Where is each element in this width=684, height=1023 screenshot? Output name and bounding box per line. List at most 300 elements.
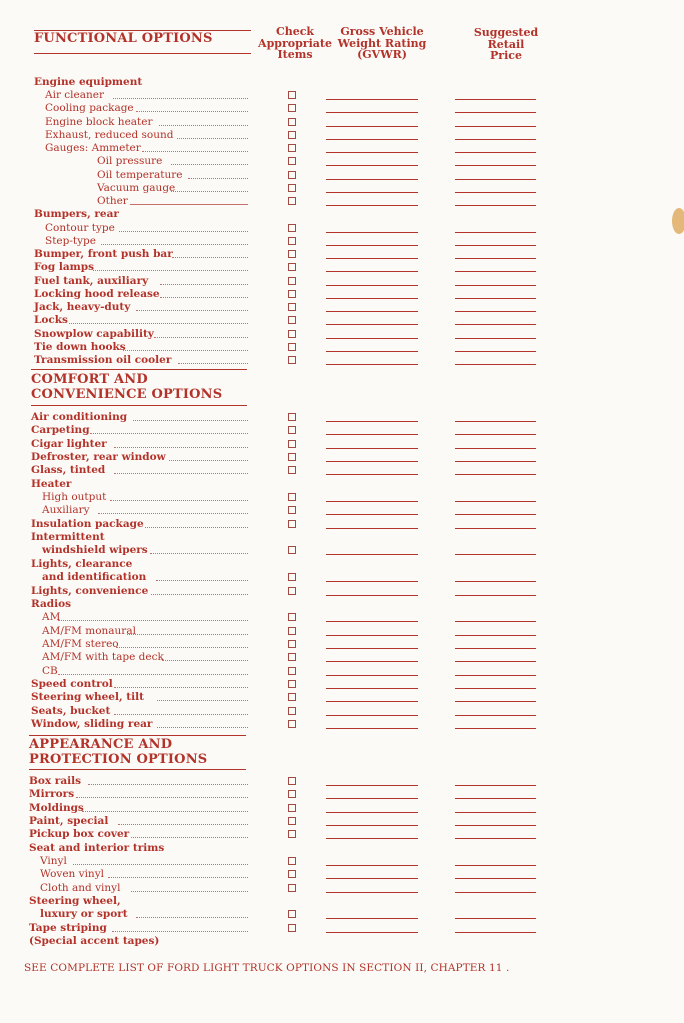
gvwr-entry-line[interactable]: [326, 245, 418, 246]
price-entry-line[interactable]: [455, 661, 536, 662]
option-row-jack-heavy-duty: [0, 301, 684, 314]
option-checkbox[interactable]: [288, 613, 296, 621]
option-checkbox[interactable]: [288, 413, 296, 421]
option-checkbox[interactable]: [288, 290, 296, 298]
price-entry-line[interactable]: [455, 785, 536, 786]
gvwr-entry-line[interactable]: [326, 152, 418, 153]
option-checkbox[interactable]: [288, 426, 296, 434]
option-checkbox[interactable]: [288, 870, 296, 878]
option-checkbox[interactable]: [288, 277, 296, 285]
option-checkbox[interactable]: [288, 157, 296, 165]
option-checkbox[interactable]: [288, 104, 296, 112]
option-row-glass-tinted: [0, 464, 684, 477]
leader-dots: [116, 647, 248, 648]
option-row-snowplow-capability: [0, 328, 684, 341]
price-entry-line[interactable]: [455, 152, 536, 153]
price-entry-line[interactable]: [455, 421, 536, 422]
option-row-cb: [0, 665, 684, 678]
price-entry-line[interactable]: [455, 271, 536, 272]
price-entry-line[interactable]: [455, 112, 536, 113]
leader-dots: [171, 191, 248, 192]
option-row-high-output: [0, 491, 684, 504]
gvwr-entry-line[interactable]: [326, 126, 418, 127]
option-row-transmission-oil-cooler: [0, 354, 684, 367]
option-label: Intermittent: [31, 531, 105, 544]
price-entry-line[interactable]: [455, 461, 536, 462]
gvwr-entry-line[interactable]: [326, 798, 418, 799]
option-checkbox[interactable]: [288, 924, 296, 932]
option-label: Exhaust, reduced sound: [45, 128, 174, 141]
option-row-am-fm-monaural: [0, 625, 684, 638]
option-checkbox[interactable]: [288, 680, 296, 688]
price-entry-line[interactable]: [455, 364, 536, 365]
option-checkbox[interactable]: [288, 667, 296, 675]
option-checkbox[interactable]: [288, 506, 296, 514]
price-entry-line[interactable]: [455, 474, 536, 475]
option-label: and identification: [42, 571, 147, 584]
gvwr-entry-line[interactable]: [326, 258, 418, 259]
option-label: AM: [42, 611, 61, 624]
leader-dots: [142, 151, 248, 152]
option-row-heater: [0, 478, 684, 491]
option-checkbox[interactable]: [288, 131, 296, 139]
option-checkbox[interactable]: [288, 790, 296, 798]
option-label: AM/FM stereo: [42, 637, 119, 650]
price-entry-line[interactable]: [455, 179, 536, 180]
option-row-carpeting: [0, 424, 684, 437]
option-checkbox[interactable]: [288, 693, 296, 701]
gvwr-entry-line[interactable]: [326, 179, 418, 180]
gvwr-entry-line[interactable]: [326, 434, 418, 435]
option-row-vacuum-gauge: [0, 182, 684, 195]
option-label: Fuel tank, auxiliary: [34, 274, 149, 287]
gvwr-entry-line[interactable]: [326, 715, 418, 716]
option-label: Fog lamps: [34, 261, 95, 274]
leader-dots: [162, 660, 248, 661]
option-row-contour-type: [0, 222, 684, 235]
option-label: Contour type: [45, 221, 115, 234]
option-row-lights-convenience: [0, 585, 684, 598]
leader-dots: [118, 824, 248, 825]
option-checkbox[interactable]: [288, 777, 296, 785]
option-checkbox[interactable]: [288, 184, 296, 192]
price-entry-line[interactable]: [455, 139, 536, 140]
price-entry-line[interactable]: [455, 581, 536, 582]
price-entry-line[interactable]: [455, 245, 536, 246]
option-checkbox[interactable]: [288, 330, 296, 338]
gvwr-entry-line[interactable]: [326, 271, 418, 272]
option-row-special-accent-tapes: [0, 935, 684, 948]
gvwr-entry-line[interactable]: [326, 892, 418, 893]
leader-dots: [145, 527, 248, 528]
gvwr-entry-line[interactable]: [326, 812, 418, 813]
option-label: Step-type: [45, 234, 96, 247]
option-label: Moldings: [29, 801, 84, 814]
option-checkbox[interactable]: [288, 440, 296, 448]
option-label: Locks: [34, 314, 68, 327]
option-checkbox[interactable]: [288, 817, 296, 825]
option-label: Cloth and vinyl: [40, 881, 121, 894]
gvwr-entry-line[interactable]: [326, 595, 418, 596]
section-rule: [31, 405, 247, 406]
option-row-cigar-lighter: [0, 438, 684, 451]
gvwr-entry-line[interactable]: [326, 139, 418, 140]
price-entry-line[interactable]: [455, 258, 536, 259]
gvwr-entry-line[interactable]: [326, 338, 418, 339]
option-checkbox[interactable]: [288, 237, 296, 245]
gvwr-entry-line[interactable]: [326, 311, 418, 312]
option-checkbox[interactable]: [288, 453, 296, 461]
leader-dots: [171, 164, 248, 165]
option-checkbox[interactable]: [288, 343, 296, 351]
price-entry-line[interactable]: [455, 205, 536, 206]
price-entry-line[interactable]: [455, 351, 536, 352]
price-entry-line[interactable]: [455, 311, 536, 312]
option-label: Air cleaner: [45, 89, 105, 102]
gvwr-entry-line[interactable]: [326, 165, 418, 166]
option-row-fog-lamps: [0, 261, 684, 274]
option-label: Mirrors: [29, 788, 75, 801]
option-checkbox[interactable]: [288, 720, 296, 728]
option-label: AM/FM monaural: [42, 624, 136, 637]
price-entry-line[interactable]: [455, 635, 536, 636]
option-label: Seat and interior trims: [29, 841, 165, 854]
option-label: CB: [42, 664, 58, 677]
leader-dots: [58, 620, 248, 621]
leader-dots: [123, 350, 248, 351]
option-row-mirrors: [0, 788, 684, 801]
leader-dots: [177, 138, 248, 139]
option-row-bumpers-rear: [0, 208, 684, 221]
option-label: Jack, heavy-duty: [34, 301, 131, 314]
option-checkbox[interactable]: [288, 466, 296, 474]
option-row-engine-equipment: [0, 76, 684, 89]
option-row-seat-and-interior-trims: [0, 842, 684, 855]
option-label: Paint, special: [29, 815, 109, 827]
leader-dots: [136, 917, 249, 918]
gvwr-entry-line[interactable]: [326, 878, 418, 879]
leader-dots: [154, 337, 248, 338]
gvwr-entry-line[interactable]: [326, 112, 418, 113]
price-entry-line[interactable]: [455, 838, 536, 839]
gvwr-entry-line[interactable]: [326, 232, 418, 233]
gvwr-entry-line[interactable]: [326, 621, 418, 622]
leader-dots: [151, 594, 248, 595]
section-rule: [34, 53, 251, 54]
option-label: Bumper, front push bar: [34, 248, 173, 261]
leader-dots: [157, 700, 248, 701]
leader-dots: [160, 284, 248, 285]
price-entry-line[interactable]: [455, 715, 536, 716]
header-suggested-price: Suggested Retail Price: [473, 26, 539, 62]
option-label: Gauges: Ammeter: [45, 142, 141, 155]
option-checkbox[interactable]: [288, 224, 296, 232]
option-row-other: [0, 195, 684, 208]
option-row-windshield-wipers: [0, 544, 684, 557]
option-checkbox[interactable]: [288, 356, 296, 364]
price-entry-line[interactable]: [455, 812, 536, 813]
footer-note: SEE COMPLETE LIST OF FORD LIGHT TRUCK OPTIONS IN SECTION II, CHAPTER 11 .: [24, 962, 510, 974]
option-row-engine-block-heater: [0, 116, 684, 129]
option-row-speed-control: [0, 678, 684, 691]
option-label: (Special accent tapes): [29, 935, 160, 947]
price-entry-line[interactable]: [455, 932, 536, 933]
option-label: Glass, tinted: [31, 464, 106, 477]
option-label: Window, sliding rear: [31, 718, 153, 730]
option-checkbox[interactable]: [288, 171, 296, 179]
option-label: Oil temperature: [97, 168, 183, 181]
option-label: Speed control: [31, 677, 113, 690]
gvwr-entry-line[interactable]: [326, 461, 418, 462]
gvwr-entry-line[interactable]: [326, 364, 418, 365]
price-entry-line[interactable]: [455, 648, 536, 649]
price-entry-line[interactable]: [455, 865, 536, 866]
gvwr-entry-line[interactable]: [326, 351, 418, 352]
leader-dots: [159, 125, 248, 126]
price-entry-line[interactable]: [455, 126, 536, 127]
option-row-am-fm-stereo: [0, 638, 684, 651]
price-entry-line[interactable]: [455, 232, 536, 233]
option-row-auxiliary: [0, 504, 684, 517]
option-label: Steering wheel, tilt: [31, 691, 144, 704]
price-entry-line[interactable]: [455, 798, 536, 799]
gvwr-entry-line[interactable]: [326, 205, 418, 206]
option-checkbox[interactable]: [288, 653, 296, 661]
section-rule: [34, 30, 251, 31]
option-row-insulation-package: [0, 518, 684, 531]
price-entry-line[interactable]: [455, 688, 536, 689]
option-row-oil-temperature: [0, 169, 684, 182]
section-title: COMFORT AND CONVENIENCE OPTIONS: [31, 372, 223, 402]
option-row-moldings: [0, 802, 684, 815]
option-row-step-type: [0, 235, 684, 248]
header-gvwr: Gross Vehicle Weight Rating (GVWR): [337, 25, 427, 61]
gvwr-entry-line[interactable]: [326, 648, 418, 649]
option-row-defroster-rear-window: [0, 451, 684, 464]
option-row-oil-pressure: [0, 155, 684, 168]
gvwr-entry-line[interactable]: [326, 838, 418, 839]
gvwr-entry-line[interactable]: [326, 514, 418, 515]
option-row-cooling-package: [0, 102, 684, 115]
gvwr-entry-line[interactable]: [326, 448, 418, 449]
gvwr-entry-line[interactable]: [326, 528, 418, 529]
option-label: Cooling package: [45, 102, 134, 115]
section-rule: [31, 369, 247, 370]
option-row-steering-wheel-tilt: [0, 691, 684, 704]
gvwr-entry-line[interactable]: [326, 785, 418, 786]
option-row-intermittent: [0, 531, 684, 544]
option-row-tape-striping: [0, 922, 684, 935]
section-rule: [29, 769, 246, 770]
option-checkbox[interactable]: [288, 493, 296, 501]
option-label: windshield wipers: [42, 544, 148, 557]
option-label: Other: [97, 195, 128, 208]
option-row-am-fm-with-tape-deck: [0, 651, 684, 664]
option-label: Steering wheel,: [29, 895, 121, 907]
price-entry-line[interactable]: [455, 165, 536, 166]
header-check-items: Check Appropriate Items: [258, 25, 332, 61]
leader-dots: [172, 257, 248, 258]
price-entry-line[interactable]: [455, 298, 536, 299]
price-entry-line[interactable]: [455, 448, 536, 449]
option-checkbox[interactable]: [288, 250, 296, 258]
leader-dots: [90, 433, 248, 434]
leader-dots: [114, 473, 248, 474]
leader-dots: [133, 420, 248, 421]
option-label: Engine equipment: [34, 76, 143, 88]
option-checkbox[interactable]: [288, 910, 296, 918]
gvwr-entry-line[interactable]: [326, 298, 418, 299]
option-checkbox[interactable]: [288, 587, 296, 595]
leader-dots: [156, 580, 248, 581]
option-label: Lights, clearance: [31, 557, 133, 570]
option-checkbox[interactable]: [288, 707, 296, 715]
gvwr-entry-line[interactable]: [326, 675, 418, 676]
option-label: Bumpers, rear: [34, 208, 119, 221]
option-checkbox[interactable]: [288, 884, 296, 892]
option-row-fuel-tank-auxiliary: [0, 275, 684, 288]
option-label: Cigar lighter: [31, 437, 107, 450]
option-row-luxury-or-sport: [0, 908, 684, 921]
price-entry-line[interactable]: [455, 918, 536, 919]
option-row-air-conditioning: [0, 411, 684, 424]
price-entry-line[interactable]: [455, 878, 536, 879]
gvwr-entry-line[interactable]: [326, 932, 418, 933]
gvwr-entry-line[interactable]: [326, 285, 418, 286]
price-entry-line[interactable]: [455, 675, 536, 676]
option-label: Heater: [31, 477, 72, 490]
leader-dots: [160, 297, 248, 298]
gvwr-entry-line[interactable]: [326, 701, 418, 702]
price-entry-line[interactable]: [455, 701, 536, 702]
price-entry-line[interactable]: [455, 825, 536, 826]
option-checkbox[interactable]: [288, 91, 296, 99]
option-row-lights-clearance: [0, 558, 684, 571]
leader-dots: [112, 931, 248, 932]
leader-dots: [130, 204, 248, 205]
option-checkbox[interactable]: [288, 316, 296, 324]
option-checkbox[interactable]: [288, 144, 296, 152]
leader-dots: [101, 244, 248, 245]
price-entry-line[interactable]: [455, 192, 536, 193]
option-checkbox[interactable]: [288, 303, 296, 311]
price-entry-line[interactable]: [455, 621, 536, 622]
option-label: Vinyl: [40, 855, 67, 867]
price-entry-line[interactable]: [455, 554, 536, 555]
gvwr-entry-line[interactable]: [326, 728, 418, 729]
gvwr-entry-line[interactable]: [326, 688, 418, 689]
leader-dots: [58, 674, 248, 675]
option-checkbox[interactable]: [288, 546, 296, 554]
option-checkbox[interactable]: [288, 573, 296, 581]
option-label: High output: [42, 491, 107, 504]
option-row-and-identification: [0, 571, 684, 584]
price-entry-line[interactable]: [455, 99, 536, 100]
leader-dots: [108, 877, 248, 878]
leader-dots: [73, 864, 248, 865]
option-row-woven-vinyl: [0, 868, 684, 881]
option-row-locking-hood-release: [0, 288, 684, 301]
option-checkbox[interactable]: [288, 830, 296, 838]
gvwr-entry-line[interactable]: [326, 661, 418, 662]
price-entry-line[interactable]: [455, 285, 536, 286]
price-entry-line[interactable]: [455, 434, 536, 435]
section-title: APPEARANCE AND PROTECTION OPTIONS: [29, 737, 208, 767]
option-label: Tape striping: [29, 921, 107, 934]
option-label: Box rails: [29, 775, 82, 787]
leader-dots: [178, 363, 248, 364]
option-label: Lights, convenience: [31, 584, 149, 597]
section-title: FUNCTIONAL OPTIONS: [34, 31, 213, 46]
option-row-seats-bucket: [0, 705, 684, 718]
price-entry-line[interactable]: [455, 528, 536, 529]
gvwr-entry-line[interactable]: [326, 99, 418, 100]
option-checkbox[interactable]: [288, 857, 296, 865]
leader-dots: [131, 837, 248, 838]
leader-dots: [188, 178, 248, 179]
gvwr-entry-line[interactable]: [326, 501, 418, 502]
option-label: luxury or sport: [40, 908, 128, 921]
leader-dots: [88, 784, 248, 785]
option-label: Engine block heater: [45, 115, 153, 128]
option-label: Woven vinyl: [40, 868, 104, 881]
option-checkbox[interactable]: [288, 640, 296, 648]
leader-dots: [169, 460, 248, 461]
option-label: Snowplow capability: [34, 327, 154, 340]
gvwr-entry-line[interactable]: [326, 474, 418, 475]
option-row-pickup-box-cover: [0, 828, 684, 841]
option-row-exhaust-reduced-sound: [0, 129, 684, 142]
option-label: Oil pressure: [97, 155, 163, 168]
price-entry-line[interactable]: [455, 728, 536, 729]
option-row-gauges-ammeter: [0, 142, 684, 155]
price-entry-line[interactable]: [455, 338, 536, 339]
leader-dots: [127, 634, 248, 635]
price-entry-line[interactable]: [455, 501, 536, 502]
gvwr-entry-line[interactable]: [326, 581, 418, 582]
option-checkbox[interactable]: [288, 804, 296, 812]
option-row-bumper-front-push-bar: [0, 248, 684, 261]
section-rule: [29, 735, 246, 736]
option-row-radios: [0, 598, 684, 611]
gvwr-entry-line[interactable]: [326, 918, 418, 919]
option-row-locks: [0, 314, 684, 327]
gvwr-entry-line[interactable]: [326, 554, 418, 555]
leader-dots: [98, 513, 248, 514]
option-checkbox[interactable]: [288, 520, 296, 528]
price-entry-line[interactable]: [455, 892, 536, 893]
option-checkbox[interactable]: [288, 118, 296, 126]
gvwr-entry-line[interactable]: [326, 825, 418, 826]
price-entry-line[interactable]: [455, 324, 536, 325]
price-entry-line[interactable]: [455, 514, 536, 515]
option-row-window-sliding-rear: [0, 718, 684, 731]
gvwr-entry-line[interactable]: [326, 865, 418, 866]
leader-dots: [113, 98, 248, 99]
gvwr-entry-line[interactable]: [326, 635, 418, 636]
option-checkbox[interactable]: [288, 263, 296, 271]
option-label: Seats, bucket: [31, 704, 111, 717]
price-entry-line[interactable]: [455, 595, 536, 596]
leader-dots: [69, 323, 249, 324]
gvwr-entry-line[interactable]: [326, 192, 418, 193]
option-checkbox[interactable]: [288, 627, 296, 635]
option-checkbox[interactable]: [288, 197, 296, 205]
option-label: Air conditioning: [31, 411, 128, 423]
gvwr-entry-line[interactable]: [326, 421, 418, 422]
option-row-am: [0, 611, 684, 624]
gvwr-entry-line[interactable]: [326, 324, 418, 325]
